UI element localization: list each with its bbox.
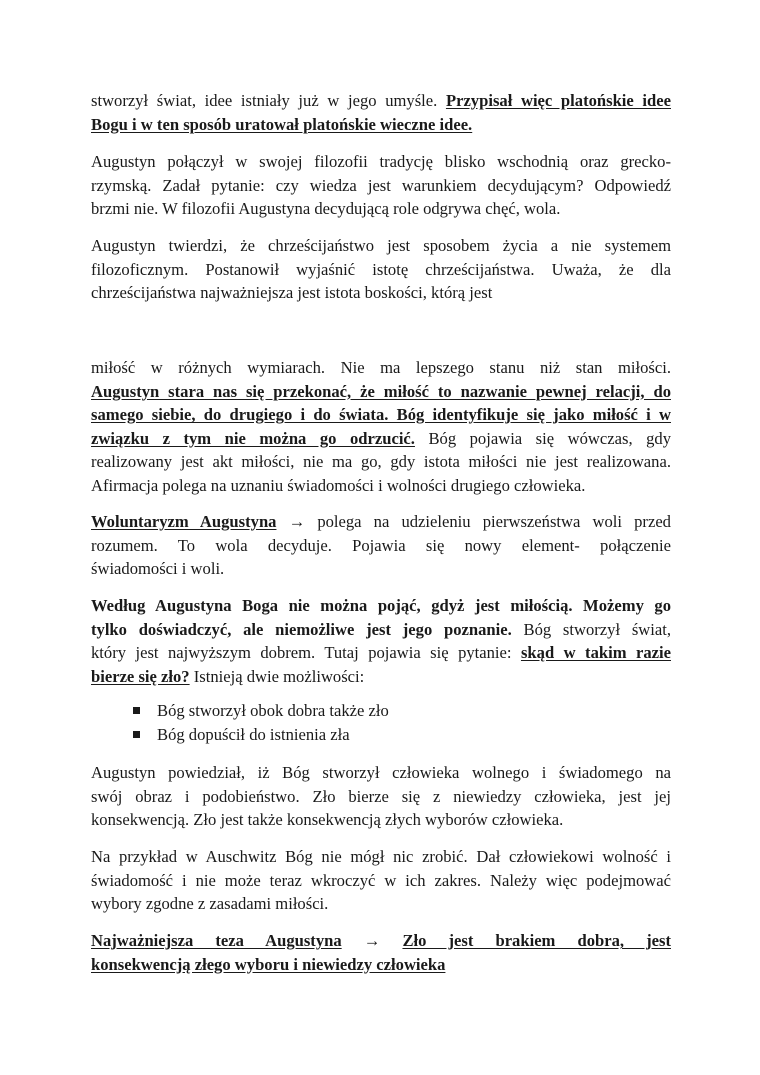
text-line: Augustyn twierdzi, że chrześcijaństwo jest sposobem życia a nie systemem — [91, 236, 671, 255]
text-line: wybory zgodne z zasadami miłości. — [91, 894, 329, 914]
list-item-text: Bóg stworzył obok dobra także zło — [157, 701, 389, 720]
emphasis-text: tylko doświadczyć, ale niemożliwe jest jego poznanie. — [91, 619, 512, 639]
emphasis-text: konsekwencją złego wyboru i niewiedzy człowieka — [91, 954, 446, 974]
text-line — [91, 427, 671, 451]
bullet-square-icon — [133, 707, 140, 714]
text-span: Istnieją dwie możliwości: — [189, 666, 365, 686]
emphasis-text: Woluntaryzm Augustyna — [91, 512, 277, 531]
arrow-icon: → — [288, 512, 306, 531]
bullet-square-icon — [133, 731, 140, 738]
text-line — [91, 510, 671, 534]
text-span: który jest najwyższym dobrem. Tutaj pojawia się pytanie: — [91, 643, 521, 663]
emphasis-text: Bogu i w ten sposób uratował platońskie wieczne idee. — [91, 114, 473, 134]
list-item — [131, 723, 389, 747]
list-item — [131, 699, 389, 723]
emphasis-text: bierze się zło? — [91, 666, 190, 686]
text-line: chrześcijaństwa najważniejsza jest istota boskości, którą jest — [91, 283, 493, 303]
emphasis-text: związku z tym nie można go odrzucić. — [91, 428, 415, 448]
text-line — [91, 89, 671, 113]
bullet-list — [131, 699, 389, 746]
text-line: Afirmacja polega na uznaniu świadomości i wolności drugiego człowieka. — [91, 475, 586, 495]
arrow-icon: → — [363, 931, 381, 950]
emphasis-text: Augustyn stara nas się przekonać, że miłość to nazwanie pewnej relacji, do — [91, 381, 671, 401]
text-line: filozoficznym. Postanowił wyjaśnić istotę chrześcijaństwa. Uważa, że dla — [91, 259, 671, 279]
emphasis-text: samego siebie, do drugiego i do świata. Bóg identyfikuje się jako miłość i w — [91, 405, 671, 425]
text-line — [91, 641, 671, 665]
paragraph-1 — [91, 89, 671, 136]
text-line: rozumem. To wola decyduje. Pojawia się nowy element- połączenie — [91, 535, 671, 555]
text-line: rzymską. Zadał pytanie: czy wiedza jest warunkiem decydującym? Odpowiedź — [91, 175, 671, 195]
text-line: miłość w różnych wymiarach. Nie ma lepszego stanu niż stan miłości. — [91, 358, 671, 377]
emphasis-text: Według Augustyna Boga nie można pojąć, gdyż jest miłością. Możemy go — [91, 596, 671, 615]
emphasis-text: Zło jest brakiem dobra, jest — [402, 931, 671, 950]
text-line — [91, 929, 671, 953]
paragraph-4 — [91, 356, 671, 498]
text-line: brzmi nie. W filozofii Augustyna decydującą role odgrywa chęć, wola. — [91, 199, 561, 219]
paragraph-7 — [91, 761, 671, 832]
text-line — [91, 618, 671, 642]
text-line: Augustyn połączył w swojej filozofii tradycję blisko wschodnią oraz grecko- — [91, 152, 671, 171]
text-line: świadomość i nie może teraz wkroczyć w ich zakres. Należy więc podejmować — [91, 870, 671, 890]
paragraph-5 — [91, 510, 671, 581]
text-line: Augustyn powiedział, iż Bóg stworzył człowieka wolnego i świadomego na — [91, 763, 671, 782]
text-span: Bóg stworzył świat, — [511, 619, 671, 639]
emphasis-text: Przypisał więc platońskie idee — [445, 91, 671, 110]
paragraph-6 — [91, 594, 671, 688]
emphasis-text: Najważniejsza teza Augustyna — [91, 931, 342, 950]
text-span: stworzył świat, idee istniały już w jego umyśle. — [91, 91, 446, 110]
text-line: swój obraz i podobieństwo. Zło bierze się z niewiedzy człowieka, jest jej — [91, 786, 671, 806]
text-line — [91, 665, 671, 689]
paragraph-9 — [91, 929, 671, 976]
paragraph-8 — [91, 845, 671, 916]
text-line: świadomości i woli. — [91, 559, 225, 579]
text-span: Bóg pojawia się wówczas, gdy — [414, 428, 671, 448]
text-span: polega na udzieleniu pierwszeństwa woli przed — [305, 512, 671, 531]
text-line: konsekwencją. Zło jest także konsekwencją złych wyborów człowieka. — [91, 810, 564, 830]
paragraph-2 — [91, 150, 671, 221]
text-line: Na przykład w Auschwitz Bóg nie mógł nic zrobić. Dał człowiekowi wolność i — [91, 847, 671, 866]
emphasis-text: skąd w takim razie — [520, 643, 671, 663]
paragraph-3 — [91, 234, 671, 305]
text-line: realizowany jest akt miłości, nie ma go, gdy istota miłości nie jest realizowana. — [91, 452, 671, 472]
list-item-text: Bóg dopuścił do istnienia zła — [157, 724, 350, 744]
